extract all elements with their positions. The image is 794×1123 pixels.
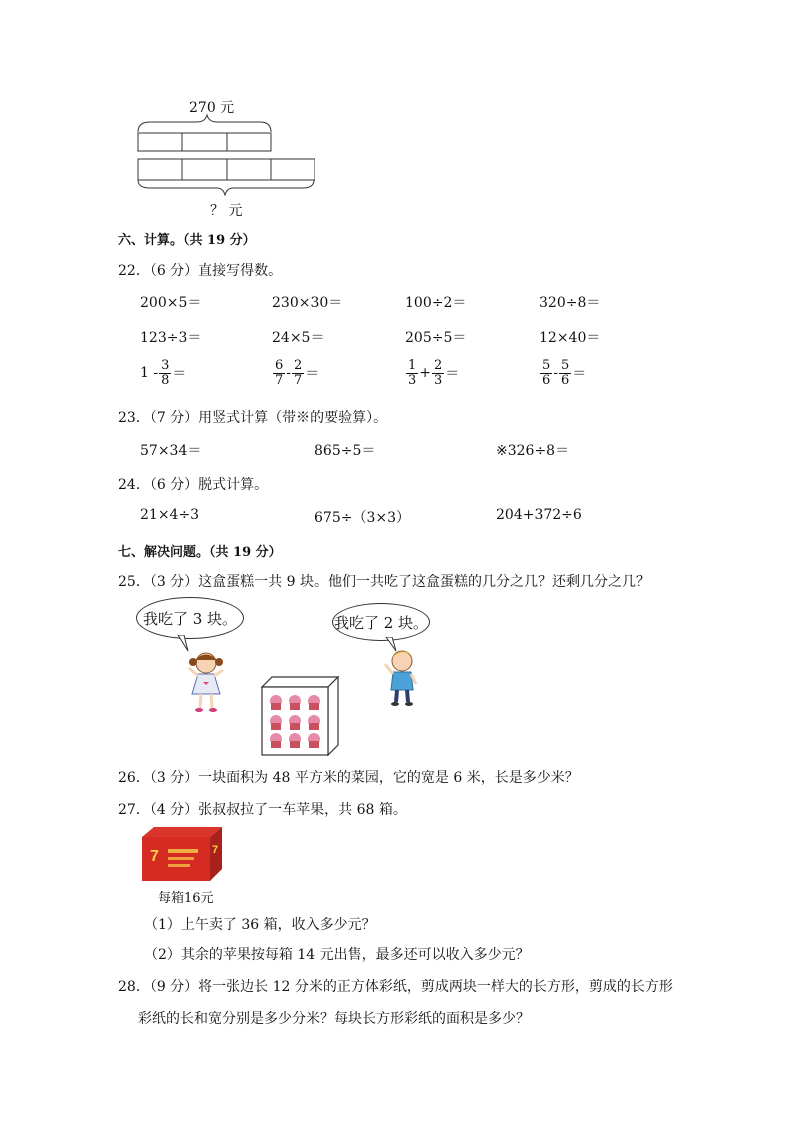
fraction-numerator: 3 (161, 358, 170, 373)
fraction-denominator: 7 (275, 372, 284, 388)
q24-stem: 24．（6 分）脱式计算。 (118, 477, 269, 493)
fraction (540, 359, 552, 387)
fraction (559, 359, 571, 387)
q22-stem: 22．（6 分）直接写得数。 (118, 263, 283, 279)
apple-box-icon (140, 825, 224, 883)
q24-item-3: 204+372÷6 (496, 507, 582, 523)
fraction-denominator: 6 (561, 372, 570, 388)
q23-stem: 23．（7 分）用竖式计算（带※的要验算）。 (118, 410, 388, 426)
equals-sign: ＝ (172, 366, 187, 383)
fraction (159, 359, 171, 387)
q27-sub1: （1）上午卖了 36 箱，收入多少元？ (144, 917, 376, 933)
diagram-bottom-label: ？ 元 (210, 203, 243, 219)
q28-line1: 28．（9 分）将一张边长 12 分米的正方体彩纸，剪成两块一样大的长方形，剪成的长方形 (118, 979, 673, 995)
svg-text:7: 7 (212, 844, 219, 856)
fraction-prefix: 1 - (140, 365, 159, 382)
fraction-numerator: 2 (434, 358, 443, 373)
fraction-numerator: 6 (275, 358, 284, 373)
girl-figure-icon (186, 648, 226, 714)
fraction-numerator: 5 (542, 358, 551, 373)
q23-item-2: 865÷5＝ (314, 443, 376, 459)
q22-item-2: 230×30＝ (272, 295, 343, 311)
equals-sign: ＝ (305, 366, 320, 383)
cake-box-icon (258, 673, 342, 757)
fraction (273, 359, 285, 387)
boy-speech-bubble: 我吃了 2 块。 (332, 603, 430, 641)
q22-item-4: 320÷8＝ (539, 295, 601, 311)
section-7-heading: 七、解决问题。（共 19 分） (118, 545, 282, 560)
q24-item-2: 675÷（3×3） (314, 510, 410, 526)
q22-fraction-item-4 (539, 359, 586, 387)
svg-text:7: 7 (150, 848, 159, 865)
fraction-denominator: 7 (294, 372, 303, 388)
fraction-denominator: 8 (161, 372, 170, 388)
q22-item-7: 205÷5＝ (405, 330, 467, 346)
diagram-top-label: 270 元 (189, 100, 235, 116)
q22-item-3: 100÷2＝ (405, 295, 467, 311)
fraction (432, 359, 444, 387)
section-6-heading: 六、计算。（共 19 分） (118, 233, 256, 248)
segment-bars (135, 112, 315, 196)
fraction-denominator: 3 (434, 372, 443, 388)
operator: - (286, 365, 292, 382)
q23-item-3: ※326÷8＝ (496, 443, 570, 459)
q22-fraction-item-2 (272, 359, 319, 387)
fraction-numerator: 2 (294, 358, 303, 373)
q26-stem: 26．（3 分）一块面积为 48 平方米的菜园，它的宽是 6 米，长是多少米？ (118, 770, 579, 786)
q28-line2: 彩纸的长和宽分别是多少分米？每块长方形彩纸的面积是多少？ (138, 1011, 530, 1027)
fraction-numerator: 5 (561, 358, 570, 373)
operator: - (553, 365, 559, 382)
fraction-denominator: 6 (542, 372, 551, 388)
equals-sign: ＝ (445, 366, 460, 383)
q22-fraction-item-1 (140, 359, 186, 387)
boy-figure-icon (380, 646, 420, 708)
q23-item-1: 57×34＝ (140, 443, 202, 459)
fraction-denominator: 3 (408, 372, 417, 388)
operator: + (419, 365, 432, 382)
q25-stem: 25．（3 分）这盒蛋糕一共 9 块。他们一共吃了这盒蛋糕的几分之几？还剩几分之几？ (118, 574, 650, 590)
fraction (406, 359, 418, 387)
q22-item-5: 123÷3＝ (140, 330, 202, 346)
q27-sub2: （2）其余的苹果按每箱 14 元出售，最多还可以收入多少元？ (144, 947, 530, 963)
q22-item-6: 24×5＝ (272, 330, 325, 346)
box-price-caption: 每箱16元 (158, 891, 214, 906)
q22-item-1: 200×5＝ (140, 295, 202, 311)
q22-fraction-item-3 (405, 359, 459, 387)
q27-stem: 27．（4 分）张叔叔拉了一车苹果，共 68 箱。 (118, 802, 407, 818)
fraction-numerator: 1 (408, 358, 417, 373)
girl-speech-bubble: 我吃了 3 块。 (136, 597, 244, 639)
q24-item-1: 21×4÷3 (140, 507, 200, 523)
equals-sign: ＝ (572, 366, 587, 383)
q22-item-8: 12×40＝ (539, 330, 601, 346)
fraction (292, 359, 304, 387)
